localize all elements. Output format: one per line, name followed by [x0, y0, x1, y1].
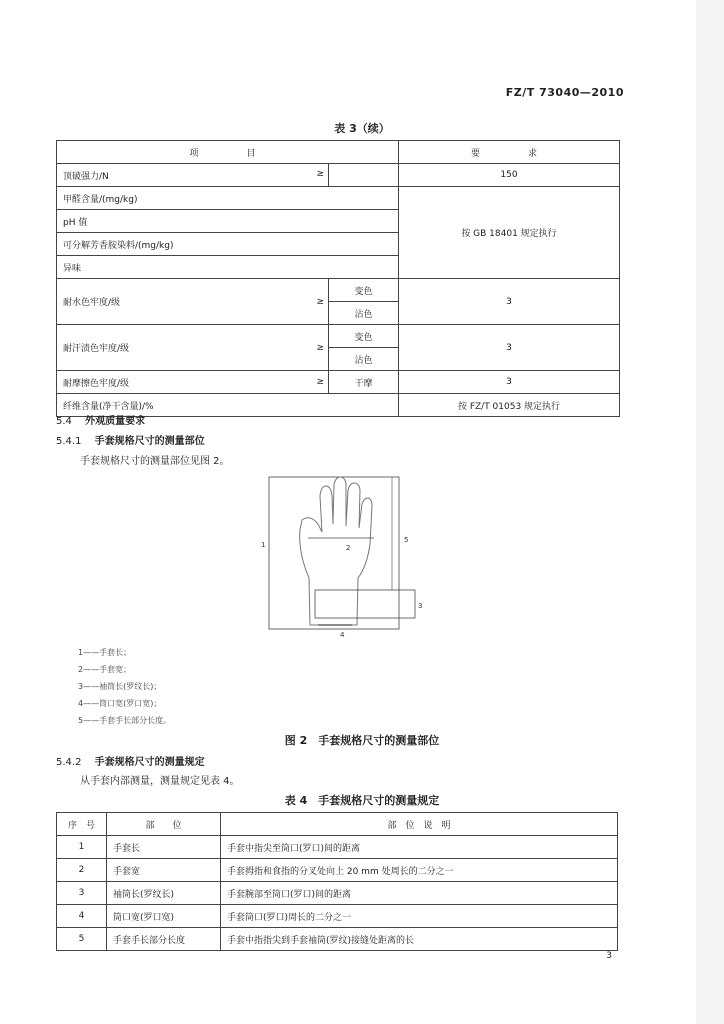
- fig-label-3: 3: [418, 602, 423, 610]
- table-row: [57, 836, 618, 859]
- table3-formaldehyde-item: 甲醛含量/(mg/kg): [57, 187, 399, 210]
- table3-row-water-1: [57, 279, 620, 302]
- table3-water-sub2: 沾色: [329, 302, 399, 325]
- table4-caption: 表 4 手套规格尺寸的测量规定: [284, 794, 440, 807]
- table3-row-formaldehyde: [57, 187, 620, 210]
- table-row: [57, 905, 618, 928]
- fig-label-4: 4: [340, 631, 345, 639]
- table3-burst-empty: [329, 164, 399, 187]
- legend-item-5: 5——手套手长部分长度。: [78, 716, 172, 725]
- row-desc: 手套筒口(罗口)周长的二分之一: [221, 905, 618, 928]
- legend-item-1: 1——手套长；: [78, 648, 132, 657]
- glove-outline: [300, 477, 372, 625]
- row-no: 2: [57, 859, 107, 882]
- table3-rub-item: 耐摩擦色牢度/级: [57, 371, 267, 394]
- table3-water-req: 3: [399, 279, 620, 325]
- table-row: [57, 928, 618, 951]
- row-desc: 手套拇指和食指的分叉处向上 20 mm 处周长的二分之一: [221, 859, 618, 882]
- table3-header-req: 要 求: [399, 141, 620, 164]
- table3-burst-req: 150: [399, 164, 620, 187]
- table3-rub-req: 3: [399, 371, 620, 394]
- section-5-4-1-num: 5.4.1: [56, 436, 82, 447]
- table3-sweat-sub1: 变色: [329, 325, 399, 348]
- table4-header-row: [57, 813, 618, 836]
- figure-caption: 图 2 手套规格尺寸的测量部位: [284, 734, 440, 747]
- table3-sweat-sub2: 沾色: [329, 348, 399, 371]
- legend-item-3: 3——袖筒长(罗纹长)；: [78, 682, 162, 691]
- legend-item-2: 2——手套宽；: [78, 665, 132, 674]
- table3-rub-sub1: 干摩: [329, 371, 399, 394]
- table3: [56, 140, 620, 417]
- table3-rub-sym: ≥: [267, 371, 329, 394]
- table3-fiber-item: 纤维含量(净干含量)/%: [57, 394, 399, 417]
- fig-label-5: 5: [404, 536, 409, 544]
- table3-header-row: [57, 141, 620, 164]
- table3-row-sweat-1: [57, 325, 620, 348]
- table3-odor-item: 异味: [57, 256, 399, 279]
- table3-sweat-item: 耐汗渍色牢度/级: [57, 325, 267, 371]
- row-no: 3: [57, 882, 107, 905]
- table-row: [57, 859, 618, 882]
- row-part: 袖筒长(罗纹长): [107, 882, 221, 905]
- table3-header-item: 项 目: [57, 141, 399, 164]
- table3-water-sub1: 变色: [329, 279, 399, 302]
- table3-water-sym: ≥: [267, 279, 329, 325]
- section-5-4-num: 5.4: [56, 416, 72, 427]
- fig-label-2: 2: [346, 544, 351, 552]
- figure-legend: [78, 644, 171, 729]
- row-no: 1: [57, 836, 107, 859]
- section-5-4-1: [56, 432, 205, 447]
- row-desc: 手套中指指尖到手套袖筒(罗纹)接缝处距离的长: [221, 928, 618, 951]
- section-5-4-1-text: 手套规格尺寸的测量部位见图 2。: [80, 456, 230, 467]
- page-number: 3: [606, 951, 612, 961]
- row-part: 手套手长部分长度: [107, 928, 221, 951]
- table3-sweat-sym: ≥: [267, 325, 329, 371]
- row-no: 5: [57, 928, 107, 951]
- table-row: [57, 882, 618, 905]
- table3-fiber-req: 按 FZ/T 01053 规定执行: [399, 394, 620, 417]
- row-part: 手套长: [107, 836, 221, 859]
- section-5-4-2: [56, 753, 205, 768]
- table3-caption: 表 3（续）: [334, 122, 390, 135]
- table3-burst-sym: ≥: [316, 168, 324, 179]
- table3-row-rub: [57, 371, 620, 394]
- section-5-4-1-title: 手套规格尺寸的测量部位: [94, 436, 205, 447]
- legend-item-4: 4——筒口宽(罗口宽)；: [78, 699, 162, 708]
- table3-ph-item: pH 值: [57, 210, 399, 233]
- table3-burst-label: 顶破强力/N: [63, 171, 109, 182]
- section-5-4-2-text: 从手套内部测量，测量规定见表 4。: [80, 776, 240, 787]
- row-desc: 手套腕部至筒口(罗口)间的距离: [221, 882, 618, 905]
- table3-row-burst: [57, 164, 620, 187]
- section-5-4-title: 外观质量要求: [85, 416, 146, 427]
- cuff-box: [315, 590, 415, 618]
- row-part: 筒口宽(罗口宽): [107, 905, 221, 928]
- table4-header-desc: 部 位 说 明: [221, 813, 618, 836]
- table3-water-item: 耐水色牢度/级: [57, 279, 267, 325]
- table4-header-part: 部 位: [107, 813, 221, 836]
- section-5-4: [56, 412, 145, 427]
- standard-number: FZ/T 73040—2010: [505, 86, 624, 99]
- table4-header-no: 序 号: [57, 813, 107, 836]
- table3-burst-item: [57, 164, 329, 187]
- table3-amine-item: 可分解芳香胺染料/(mg/kg): [57, 233, 399, 256]
- row-no: 4: [57, 905, 107, 928]
- row-desc: 手套中指尖至筒口(罗口)间的距离: [221, 836, 618, 859]
- row-part: 手套宽: [107, 859, 221, 882]
- section-5-4-2-title: 手套规格尺寸的测量规定: [94, 757, 205, 768]
- table3-gb-req: 按 GB 18401 规定执行: [399, 187, 620, 279]
- scan-edge-shadow: [696, 0, 724, 1024]
- section-5-4-2-num: 5.4.2: [56, 757, 82, 768]
- glove-figure: [250, 474, 430, 644]
- table4: [56, 812, 618, 951]
- table3-sweat-req: 3: [399, 325, 620, 371]
- fig-label-1: 1: [261, 541, 266, 549]
